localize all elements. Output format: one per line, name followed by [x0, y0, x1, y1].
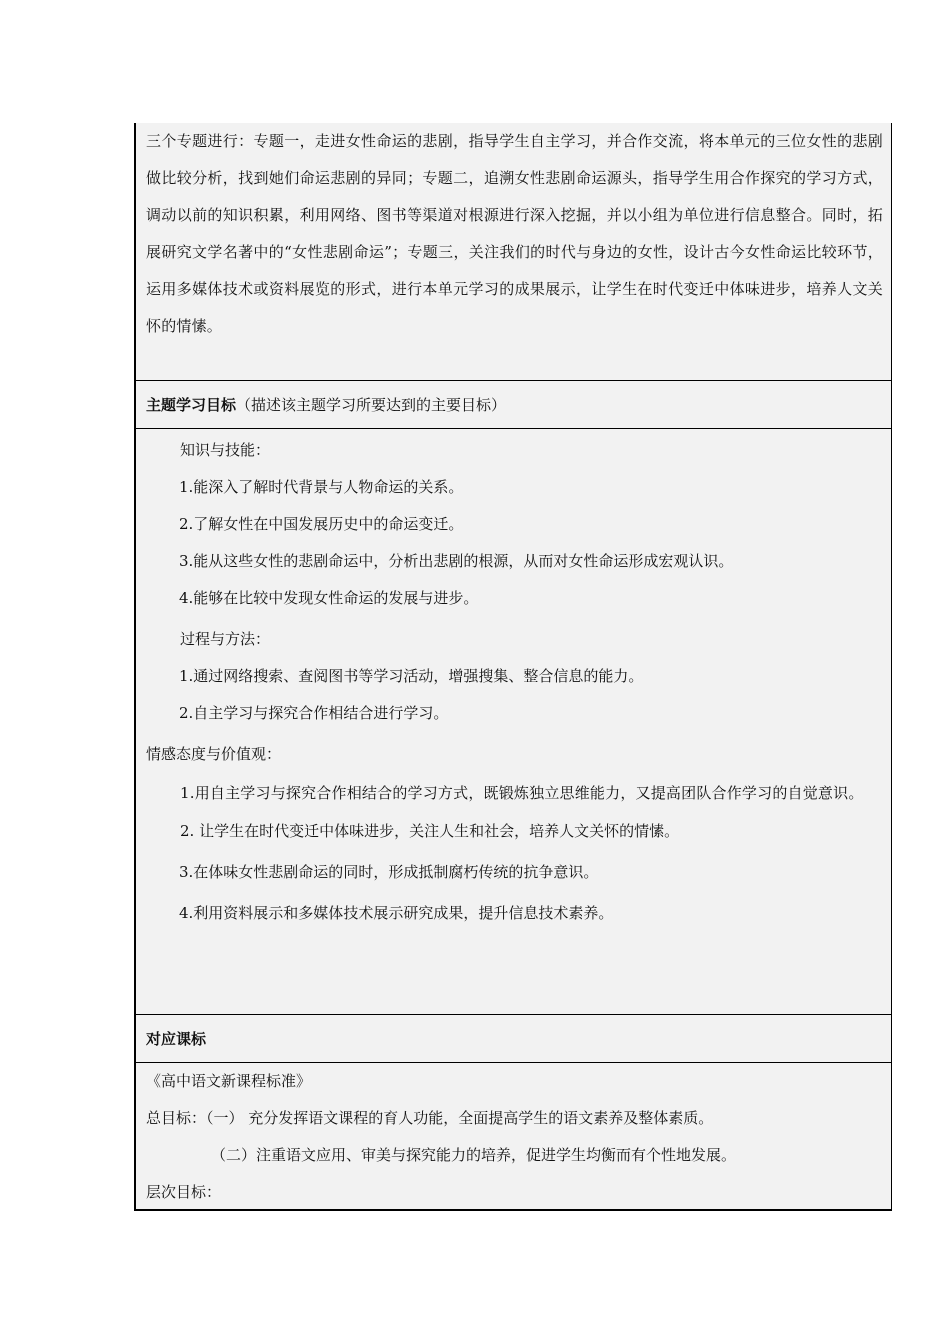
standards-doc-title: 《高中语文新课程标准》	[146, 1072, 312, 1090]
emotion-item-text: 1.用自主学习与探究合作相结合的学习方式，既锻炼独立思维能力，又提高团队合作学习的自觉意识。	[180, 784, 864, 802]
emotion-item	[136, 773, 891, 813]
emotion-item: 2. 让学生在时代变迁中体味进步，关注人生和社会，培养人文关怀的情愫。	[180, 822, 680, 840]
emotion-title: 情感态度与价值观：	[146, 745, 282, 763]
knowledge-title: 知识与技能：	[180, 441, 271, 459]
intro-paragraph: 三个专题进行：专题一，走进女性命运的悲剧，指导学生自主学习，并合作交流，将本单元的三位女性的悲剧做比较分析，找到她们命运悲剧的异同；专题二，追溯女性悲剧命运源头，指导学生用合作探究的学习方式，调动以前的知识积累，利用网络、图书等渠道对根源进行深入挖掘，并以小组为单位进行信息整合。同时，拓展研究文学名著中的“女性悲剧命运”；专题三，关注我们的时代与身边的女性，设计古今女性命运比较环节，运用多媒体技术或资料展览的形式，进行本单元学习的成果展示，让学生在时代变迁中体味进步，培养人文关怀的情愫。	[146, 132, 883, 335]
emotion-item: 4.利用资料展示和多媒体技术展示研究成果，提升信息技术素养。	[179, 904, 614, 922]
intro-cell	[136, 123, 891, 380]
lesson-plan-table	[134, 123, 892, 1211]
process-item: 2.自主学习与探究合作相结合进行学习。	[179, 704, 449, 722]
goals-header-cell	[136, 380, 891, 428]
process-title: 过程与方法：	[180, 630, 271, 648]
process-item: 1.通过网络搜索、查阅图书等学习活动，增强搜集、整合信息的能力。	[179, 667, 644, 685]
knowledge-item: 1.能深入了解时代背景与人物命运的关系。	[179, 478, 464, 496]
knowledge-item: 2.了解女性在中国发展历史中的命运变迁。	[179, 515, 464, 533]
standards-cell	[136, 1062, 891, 1209]
goals-cell	[136, 428, 891, 1014]
standards-header-title: 对应课标	[146, 1030, 207, 1048]
overall-goal-2: （二）注重语文应用、审美与探究能力的培养，促进学生均衡而有个性地发展。	[211, 1146, 737, 1164]
goals-header-note: （描述该主题学习所要达到的主要目标）	[236, 396, 507, 414]
knowledge-item: 3.能从这些女性的悲剧命运中，分析出悲剧的根源，从而对女性命运形成宏观认识。	[179, 552, 734, 570]
emotion-item: 3.在体味女性悲剧命运的同时，形成抵制腐朽传统的抗争意识。	[179, 863, 599, 881]
knowledge-item: 4.能够在比较中发现女性命运的发展与进步。	[179, 589, 479, 607]
overall-goal-1: 总目标：（一） 充分发挥语文课程的育人功能，全面提高学生的语文素养及整体素质。	[146, 1109, 714, 1127]
standards-header-cell	[136, 1014, 891, 1062]
goals-header-title: 主题学习目标	[146, 396, 237, 414]
level-goals-title: 层次目标：	[146, 1183, 222, 1201]
